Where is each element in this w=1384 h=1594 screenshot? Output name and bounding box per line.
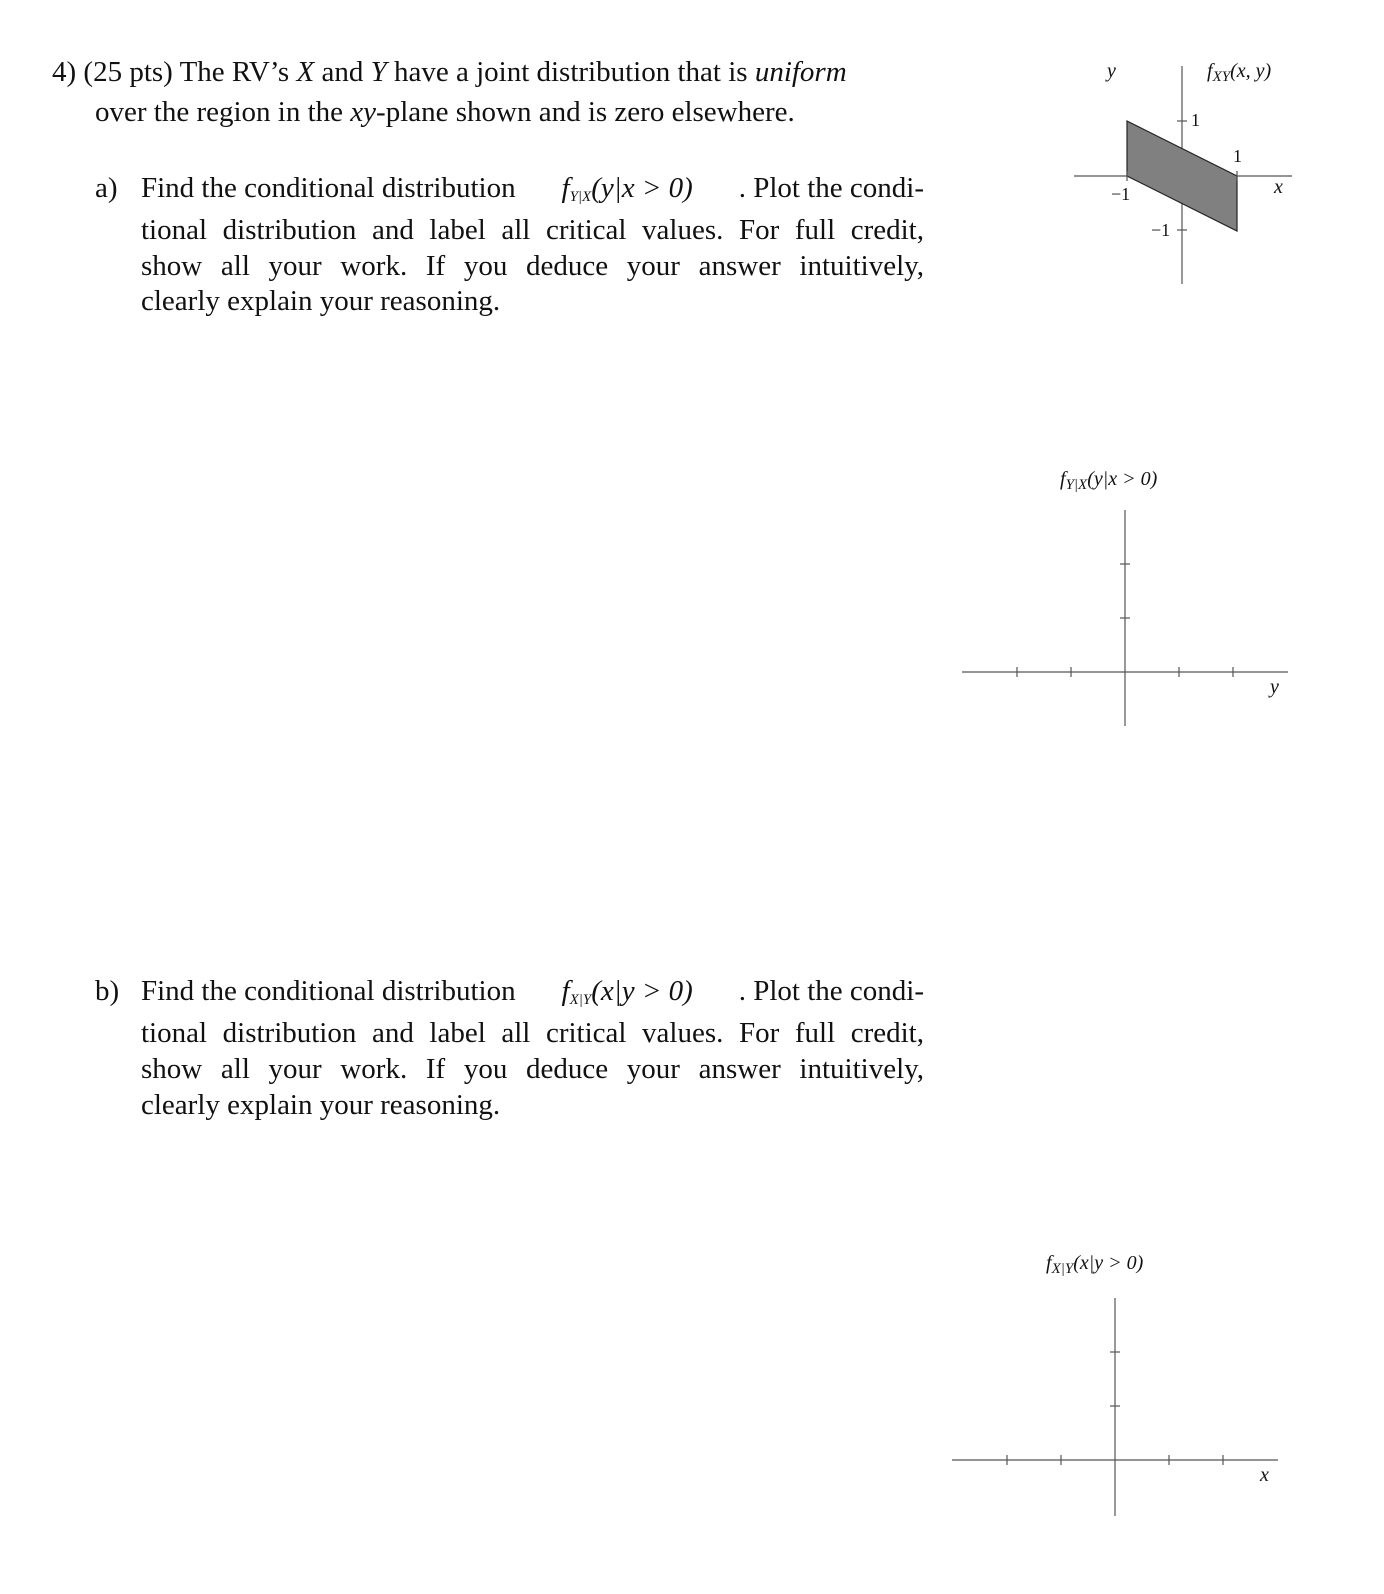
- part-a-line-4: clearly explain your reasoning.: [141, 285, 501, 317]
- part-b-line1-pre: Find the conditional distribution: [141, 975, 516, 1007]
- problem-points: (25 pts): [83, 56, 173, 88]
- joint-plot-svg: [0, 0, 1384, 300]
- uniform-word: uniform: [754, 56, 847, 88]
- joint-tick-label-y-pos: 1: [1191, 110, 1200, 130]
- part-a-line1-pre: Find the conditional distribution: [141, 172, 516, 204]
- plot-b-x-axis-label: x: [1260, 1464, 1269, 1486]
- xy-var: xy: [350, 96, 377, 128]
- plot-b-axes-svg: [0, 1230, 1384, 1530]
- joint-y-axis-label: y: [1107, 60, 1116, 82]
- part-a-line-2: tional distribution and label all critical values. For full credit,: [141, 214, 924, 246]
- part-a-line-3: show all your work. If you deduce your answer intuitively,: [141, 250, 924, 282]
- part-b-line-3: show all your work. If you deduce your answer intuitively,: [141, 1053, 924, 1085]
- problem-line2-a: over the region in the: [95, 96, 344, 128]
- problem-line2-b: -plane shown and is zero elsewhere.: [376, 96, 795, 128]
- plot-a-x-axis-label: y: [1270, 676, 1279, 698]
- problem-intro-1: The RV’s: [179, 56, 290, 88]
- part-a-formula: $f_{Y|X}(y|x > 0)$: [561, 172, 693, 205]
- part-b-label: b): [95, 975, 120, 1007]
- part-b-formula: $f_{X|Y}(x|y > 0)$: [561, 975, 693, 1008]
- and-word: and: [321, 56, 364, 88]
- part-b-line-1: [141, 973, 924, 1018]
- joint-tick-label-x-neg: −1: [1111, 184, 1131, 204]
- plot-a-title: $f_{Y|X}(y|x > 0)$: [1060, 468, 1158, 493]
- joint-tick-label-y-neg: −1: [1151, 220, 1171, 240]
- var-x: X: [296, 56, 315, 88]
- part-b-line-2: tional distribution and label all critical values. For full credit,: [141, 1017, 924, 1049]
- plot-a-axes-svg: [0, 440, 1384, 740]
- joint-tick-label-x-pos: 1: [1233, 146, 1242, 166]
- joint-distribution-figure: [0, 0, 1384, 300]
- part-a-line1-post: . Plot the condi-: [738, 172, 924, 204]
- var-y: Y: [370, 56, 387, 88]
- plot-b-title: $f_{X|Y}(x|y > 0)$: [1046, 1252, 1144, 1277]
- joint-x-axis-label: x: [1274, 176, 1283, 198]
- part-b-line-4: clearly explain your reasoning.: [141, 1089, 501, 1121]
- part-a-label: a): [95, 172, 118, 204]
- problem-number: 4): [52, 56, 77, 88]
- plot-a-figure: [0, 440, 1384, 740]
- plot-b-figure: [0, 1230, 1384, 1530]
- problem-intro-2: have a joint distribution that is: [393, 56, 748, 88]
- part-b-line1-post: . Plot the condi-: [738, 975, 924, 1007]
- joint-plot-title: $f_{XY}(x$, y): [1207, 60, 1272, 85]
